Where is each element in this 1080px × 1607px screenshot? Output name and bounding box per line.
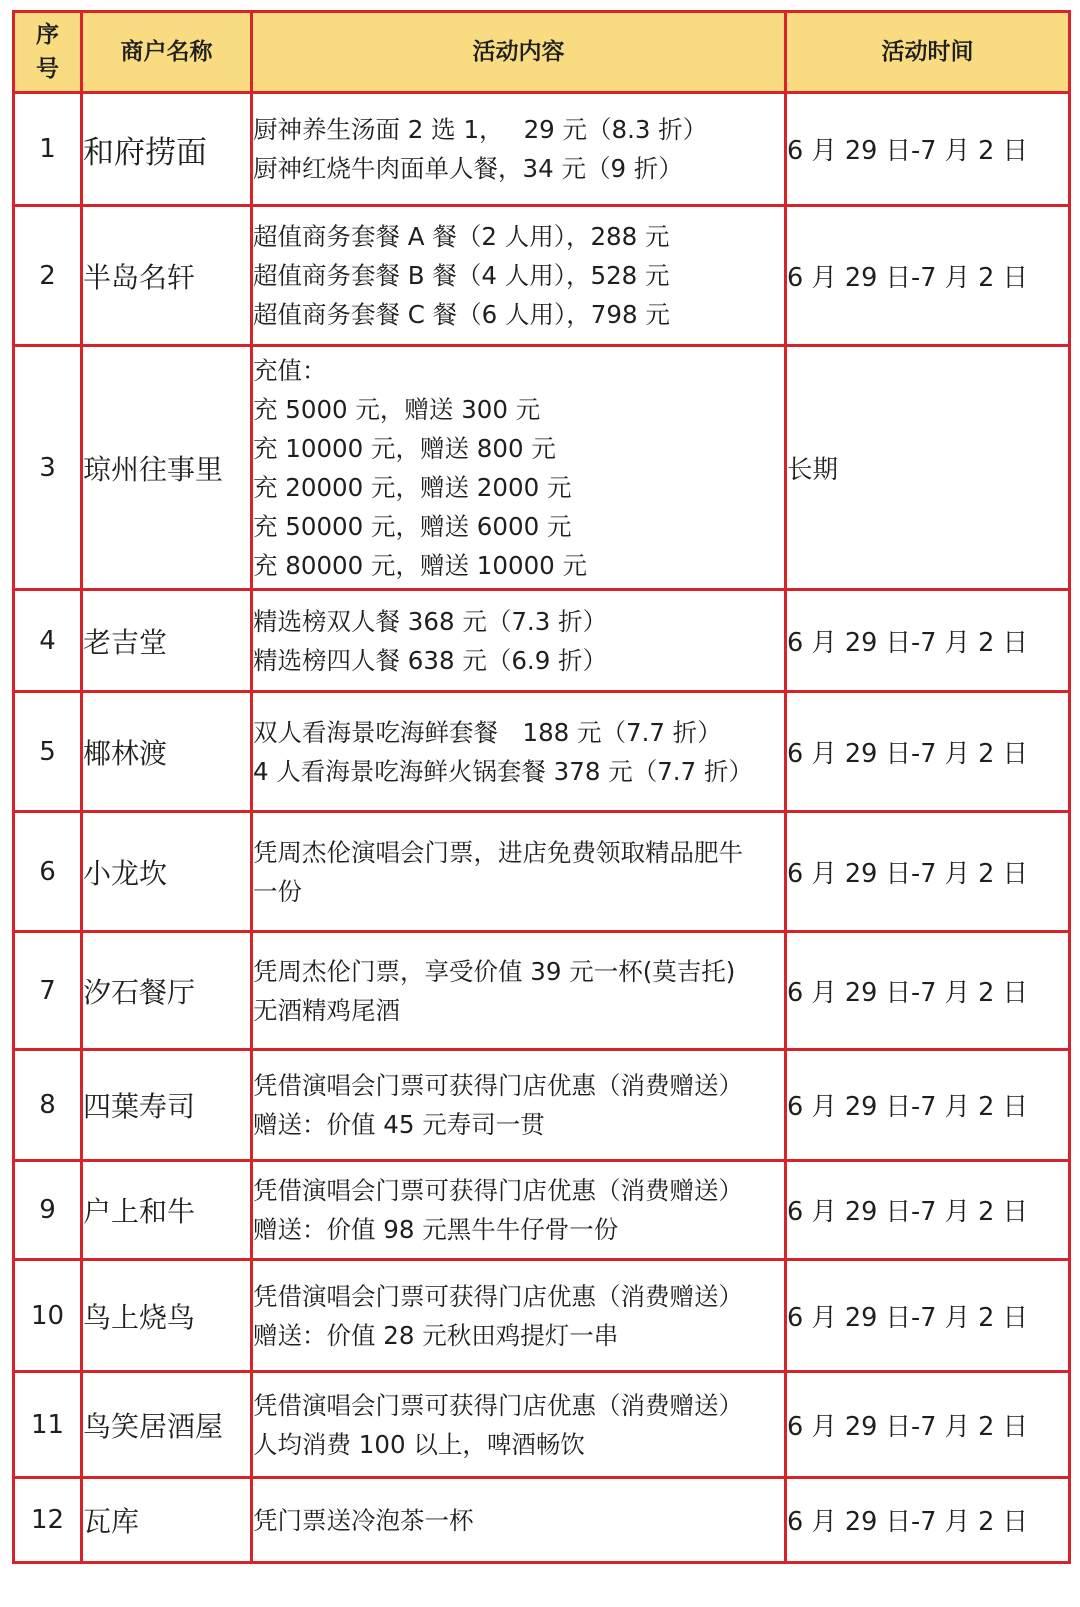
activity-content [252,590,786,692]
content-line: 无酒精鸡尾酒 [253,995,400,1025]
table-row [14,1372,1070,1478]
activity-content [252,1372,786,1478]
table-row [14,692,1070,812]
content-line: 厨神红烧牛肉面单人餐，34 元（9 折） [253,154,683,183]
row-index: 6 [14,812,82,932]
merchant-name: 椰林渡 [82,692,252,812]
merchant-name: 鸟笑居酒屋 [82,1372,252,1478]
row-index: 7 [14,932,82,1050]
table-row [14,93,1070,206]
activity-time: 6 月 29 日-7 月 2 日 [786,812,1070,932]
content-line: 充 20000 元，赠送 2000 元 [253,472,572,502]
promotion-table-container [12,10,1068,1564]
content-line: 超值商务套餐 C 餐（6 人用），798 元 [253,300,670,329]
activity-content [252,1478,786,1563]
activity-time: 6 月 29 日-7 月 2 日 [786,1478,1070,1563]
content-line: 一份 [253,876,302,906]
content-line: 充 5000 元，赠送 300 元 [253,394,541,424]
activity-content [252,206,786,346]
merchant-name: 四葉寿司 [82,1050,252,1161]
row-index: 12 [14,1478,82,1563]
content-line: 精选榜双人餐 368 元（7.3 折） [253,606,608,636]
table-row [14,346,1070,590]
table-row [14,1260,1070,1372]
table-row [14,1478,1070,1563]
activity-time: 6 月 29 日-7 月 2 日 [786,590,1070,692]
header-index [14,12,82,93]
content-line: 凭借演唱会门票可获得门店优惠（消费赠送） [253,1281,743,1311]
header-content: 活动内容 [252,12,786,93]
content-line: 人均消费 100 以上，啤酒畅饮 [253,1429,585,1459]
table-row [14,206,1070,346]
table-row [14,812,1070,932]
activity-content [252,932,786,1050]
content-line: 凭借演唱会门票可获得门店优惠（消费赠送） [253,1071,743,1100]
activity-time: 6 月 29 日-7 月 2 日 [786,692,1070,812]
content-line: 精选榜四人餐 638 元（6.9 折） [253,645,608,675]
content-line: 充 10000 元，赠送 800 元 [253,433,556,463]
header-merchant: 商户名称 [82,12,252,93]
activity-content [252,692,786,812]
table-row [14,1161,1070,1260]
content-line: 凭门票送冷泡茶一杯 [253,1505,474,1535]
header-index-line1: 序 [36,22,59,48]
content-line: 充 50000 元，赠送 6000 元 [253,511,572,541]
activity-content [252,812,786,932]
activity-time: 6 月 29 日-7 月 2 日 [786,932,1070,1050]
merchant-name: 琼州往事里 [82,346,252,590]
content-line: 4 人看海景吃海鲜火锅套餐 378 元（7.7 折） [253,756,753,786]
content-line: 赠送：价值 45 元寿司一贯 [253,1110,545,1139]
merchant-name: 小龙坎 [82,812,252,932]
header-index-line2: 号 [36,56,59,82]
content-line: 赠送：价值 28 元秋田鸡提灯一串 [253,1320,619,1350]
activity-content [252,346,786,590]
content-line: 超值商务套餐 A 餐（2 人用），288 元 [253,222,670,251]
activity-content [252,1260,786,1372]
row-index: 5 [14,692,82,812]
row-index: 3 [14,346,82,590]
content-line: 凭借演唱会门票可获得门店优惠（消费赠送） [253,1390,743,1420]
merchant-name: 汐石餐厅 [82,932,252,1050]
table-row [14,1050,1070,1161]
merchant-name: 鸟上烧鸟 [82,1260,252,1372]
merchant-name: 老吉堂 [82,590,252,692]
content-line: 凭周杰伦门票，享受价值 39 元一杯(莫吉托) [253,956,736,986]
row-index: 10 [14,1260,82,1372]
activity-time: 长期 [786,346,1070,590]
activity-time: 6 月 29 日-7 月 2 日 [786,1260,1070,1372]
activity-content [252,93,786,206]
merchant-name: 半岛名轩 [82,206,252,346]
content-line: 凭周杰伦演唱会门票，进店免费领取精品肥牛 [253,837,743,867]
row-index: 4 [14,590,82,692]
content-line: 充 80000 元，赠送 10000 元 [253,550,588,580]
merchant-name: 户上和牛 [82,1161,252,1260]
merchant-name: 瓦库 [82,1478,252,1563]
activity-time: 6 月 29 日-7 月 2 日 [786,1372,1070,1478]
activity-time: 6 月 29 日-7 月 2 日 [786,93,1070,206]
table-header-row [14,12,1070,93]
row-index: 11 [14,1372,82,1478]
activity-time: 6 月 29 日-7 月 2 日 [786,206,1070,346]
activity-time: 6 月 29 日-7 月 2 日 [786,1161,1070,1260]
content-line: 凭借演唱会门票可获得门店优惠（消费赠送） [253,1176,743,1205]
content-line: 赠送：价值 98 元黑牛牛仔骨一份 [253,1215,619,1244]
row-index: 9 [14,1161,82,1260]
activity-content [252,1050,786,1161]
content-line: 厨神养生汤面 2 选 1， 29 元（8.3 折） [253,115,708,144]
activity-content [252,1161,786,1260]
row-index: 1 [14,93,82,206]
table-row [14,932,1070,1050]
table-row [14,590,1070,692]
content-line: 充值： [253,355,327,385]
row-index: 8 [14,1050,82,1161]
promotion-table [12,10,1071,1564]
header-time: 活动时间 [786,12,1070,93]
content-line: 超值商务套餐 B 餐（4 人用），528 元 [253,261,670,290]
activity-time: 6 月 29 日-7 月 2 日 [786,1050,1070,1161]
row-index: 2 [14,206,82,346]
merchant-name: 和府捞面 [82,93,252,206]
content-line: 双人看海景吃海鲜套餐 188 元（7.7 折） [253,717,722,747]
